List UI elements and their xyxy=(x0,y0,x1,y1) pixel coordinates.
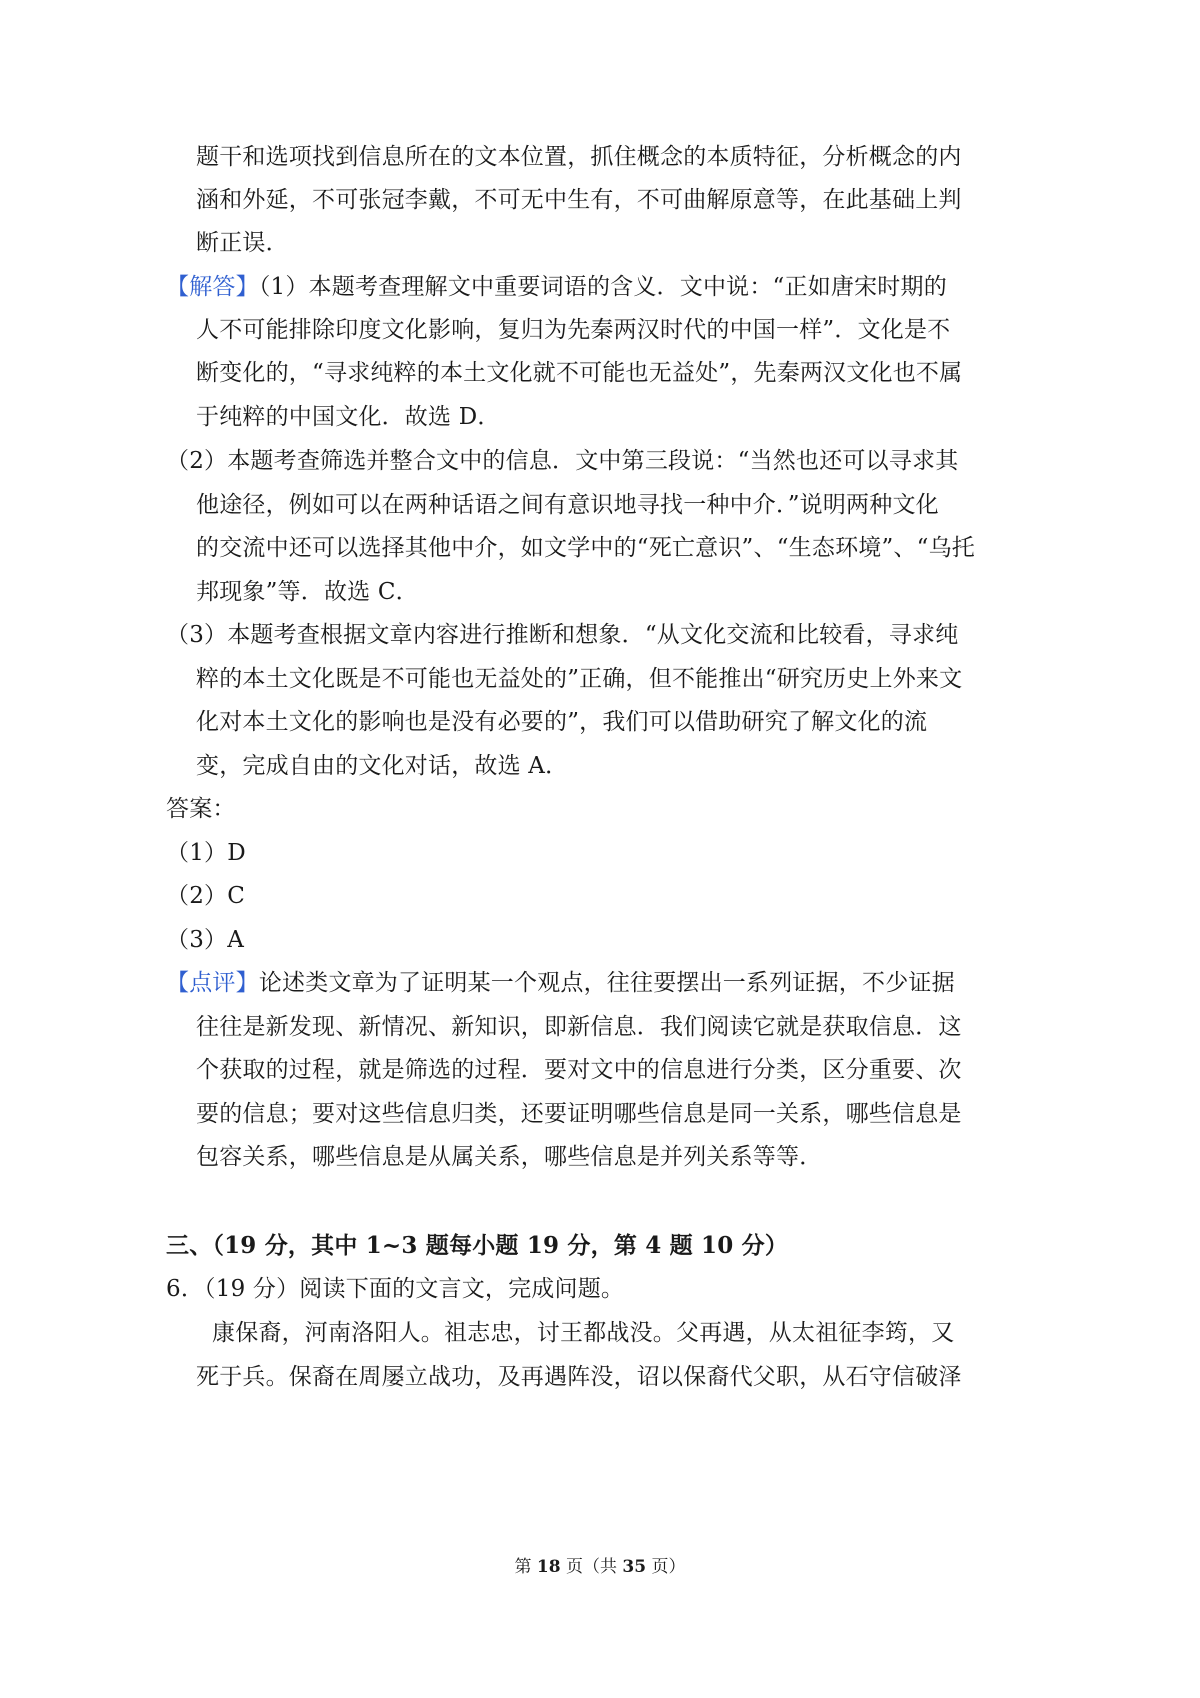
comment-tag: 【点评】 xyxy=(166,970,259,996)
classical-text-line-2: 死于兵。保裔在周屡立战功，及再遇阵没，诏以保裔代父职，从石守信破泽 xyxy=(196,1364,962,1390)
analysis-line-1: 题干和选项找到信息所在的文本位置，抓住概念的本质特征，分析概念的内 xyxy=(196,144,962,170)
answer-tag: 【解答】 xyxy=(166,274,259,300)
answer-paragraph-2-line-1: （2）本题考查筛选并整合文中的信息．文中第三段说：“当然也还可以寻求其 xyxy=(166,448,959,474)
answer-paragraph-1-line-3: 断变化的，“寻求纯粹的本土文化就不可能也无益处”，先秦两汉文化也不属 xyxy=(196,360,963,386)
comment-line-5: 包容关系，哪些信息是从属关系，哪些信息是并列关系等等． xyxy=(196,1144,823,1170)
classical-text-line-1: 康保裔，河南洛阳人。祖志忠，讨王都战没。父再遇，从太祖征李筠，又 xyxy=(212,1320,955,1346)
answer-item-2: （2）C xyxy=(166,883,246,909)
footer-prefix: 第 xyxy=(514,1557,537,1577)
footer-total-pages: 35 xyxy=(622,1557,647,1577)
comment-line-4: 要的信息；要对这些信息归类，还要证明哪些信息是同一关系，哪些信息是 xyxy=(196,1101,962,1127)
section-heading: 三、（19 分，其中 1~3 题每小题 19 分，第 4 题 10 分） xyxy=(166,1232,789,1259)
footer-middle: 页（共 xyxy=(560,1557,623,1577)
answer-paragraph-2-line-2: 他途径，例如可以在两种话语之间有意识地寻找一种中介．”说明两种文化 xyxy=(196,492,939,518)
page-footer xyxy=(0,1555,1200,1579)
footer-suffix: 页） xyxy=(646,1557,686,1577)
answer-paragraph-3-line-1: （3）本题考查根据文章内容进行推断和想象．“从文化交流和比较看，寻求纯 xyxy=(166,622,959,648)
answer-paragraph-3-line-3: 化对本土文化的影响也是没有必要的”，我们可以借助研究了解文化的流 xyxy=(196,709,928,735)
answer-paragraph-2-line-3: 的交流中还可以选择其他中介，如文学中的“死亡意识”、“生态环境”、“乌托 xyxy=(196,535,975,561)
comment-line-1 xyxy=(166,967,955,999)
analysis-line-2: 涵和外延，不可张冠李戴，不可无中生有，不可曲解原意等，在此基础上判 xyxy=(196,187,962,213)
comment-line-3: 个获取的过程，就是筛选的过程．要对文中的信息进行分类，区分重要、次 xyxy=(196,1057,962,1083)
answer-text-1: （1）本题考查理解文中重要词语的含义．文中说：“正如唐宋时期的 xyxy=(258,274,947,300)
comment-text-1: 论述类文章为了证明某一个观点，往往要摆出一系列证据，不少证据 xyxy=(258,970,955,996)
answer-paragraph-2-line-4: 邦现象”等．故选 C． xyxy=(196,579,419,605)
answer-item-1: （1）D xyxy=(166,840,246,866)
comment-line-2: 往往是新发现、新情况、新知识，即新信息．我们阅读它就是获取信息．这 xyxy=(196,1014,962,1040)
answer-paragraph-3-line-2: 粹的本土文化既是不可能也无益处的”正确，但不能推出“研究历史上外来文 xyxy=(196,666,963,692)
answer-paragraph-1-line-4: 于纯粹的中国文化．故选 D． xyxy=(196,404,501,430)
answers-heading: 答案： xyxy=(166,796,236,822)
analysis-line-3: 断正误． xyxy=(196,230,289,256)
answer-paragraph-1-line-2: 人不可能排除印度文化影响，复归为先秦两汉时代的中国一样”．文化是不 xyxy=(196,317,951,343)
answer-item-3: （3）A xyxy=(166,927,245,953)
answer-paragraph-1-line-1 xyxy=(166,271,947,303)
footer-page-number: 18 xyxy=(536,1557,561,1577)
answer-paragraph-3-line-4: 变，完成自由的文化对话，故选 A． xyxy=(196,753,569,779)
question-6-title: 6．（19 分）阅读下面的文言文，完成问题。 xyxy=(166,1276,625,1302)
